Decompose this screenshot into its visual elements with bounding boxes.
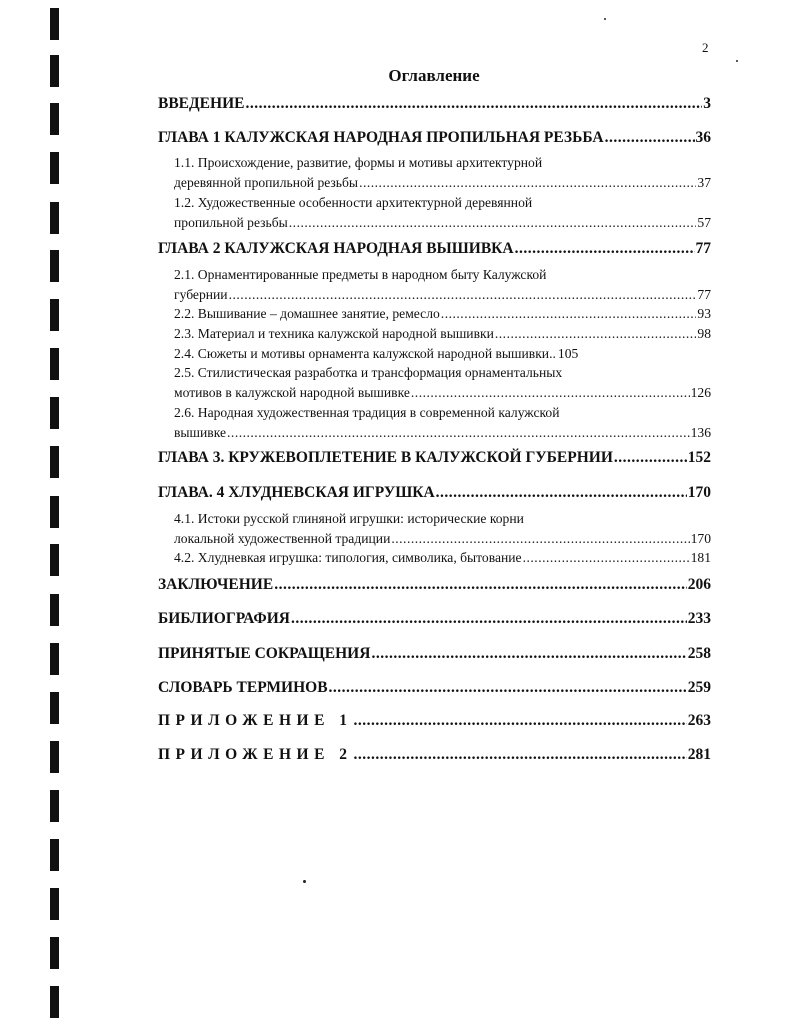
toc-page: 170 <box>690 531 711 546</box>
toc-label: 2.1. Орнаментированные предметы в народном быту Калужской <box>174 267 547 282</box>
toc-page: 259 <box>687 679 711 696</box>
scan-speck <box>736 60 738 62</box>
binding-mark <box>50 692 59 724</box>
toc-label: 2.3. Материал и техника калужской народной вышивки <box>174 326 494 341</box>
toc-entry-chapter-2[interactable] <box>158 240 711 258</box>
toc-page: 152 <box>687 449 711 466</box>
toc-page: 57 <box>697 215 711 230</box>
toc-label: деревянной пропильной резьбы <box>174 175 359 190</box>
toc-entry-glossary[interactable] <box>158 679 711 697</box>
binding-mark <box>50 103 59 135</box>
toc-label: 2.5. Стилистическая разработка и трансформация орнаментальных <box>174 365 563 380</box>
toc-entry-1-2-line2[interactable] <box>174 215 711 231</box>
toc-page: 281 <box>687 746 711 763</box>
toc-label: 2.2. Вышивание – домашнее занятие, ремесло <box>174 306 440 321</box>
binding-mark <box>50 202 59 234</box>
toc-page: 36 <box>695 129 711 146</box>
toc-page: 93 <box>697 306 711 321</box>
toc-entry-1-2-line1[interactable] <box>174 195 711 211</box>
binding-mark <box>50 397 59 429</box>
toc-entry-1-1-line2[interactable] <box>174 175 711 191</box>
toc-entry-intro[interactable] <box>158 95 711 113</box>
toc-entry-2-1-line1[interactable] <box>174 267 711 283</box>
toc-label: 2.4. Сюжеты и мотивы орнамента калужской народной вышивки.. <box>174 346 556 361</box>
toc-entry-abbreviations[interactable] <box>158 645 711 663</box>
toc-label: ГЛАВА. 4 ХЛУДНЕВСКАЯ ИГРУШКА <box>158 484 435 501</box>
toc-page: 181 <box>690 550 711 565</box>
binding-mark <box>50 986 59 1018</box>
binding-mark <box>50 937 59 969</box>
toc-label: БИБЛИОГРАФИЯ <box>158 610 290 627</box>
toc-label: вышивке <box>174 425 227 440</box>
toc-label: ЗАКЛЮЧЕНИЕ <box>158 576 274 593</box>
toc-page: 170 <box>687 484 711 501</box>
toc-page: 98 <box>697 326 711 341</box>
toc-entry-2-3[interactable] <box>174 326 711 342</box>
binding-mark <box>50 839 59 871</box>
toc-label: ГЛАВА 1 КАЛУЖСКАЯ НАРОДНАЯ ПРОПИЛЬНАЯ РЕЗЬБА <box>158 129 604 146</box>
toc-entry-4-1-line1[interactable] <box>174 511 711 527</box>
toc-label: пропильной резьбы <box>174 215 288 230</box>
toc-page: 3 <box>703 95 711 112</box>
toc-label: локальной художественной традиции <box>174 531 391 546</box>
binding-mark <box>50 643 59 675</box>
toc-entry-chapter-3[interactable] <box>158 449 711 467</box>
page-number: 2 <box>702 40 709 55</box>
toc-label: 1.2. Художественные особенности архитектурной деревянной <box>174 195 533 210</box>
page-title: Оглавление <box>388 66 480 85</box>
toc-entry-2-6-line2[interactable] <box>174 425 711 441</box>
scan-speck <box>303 880 306 883</box>
toc-label: ГЛАВА 3. КРУЖЕВОПЛЕТЕНИЕ В КАЛУЖСКОЙ ГУБЕРНИИ <box>158 449 613 466</box>
toc-label: ПРИЛОЖЕНИЕ 1 <box>158 712 353 729</box>
toc-label: ВВЕДЕНИЕ <box>158 95 245 112</box>
toc-page: 258 <box>687 645 711 662</box>
toc-entry-chapter-1[interactable] <box>158 129 711 147</box>
toc-page: 105 <box>557 346 579 361</box>
toc-page: 206 <box>687 576 711 593</box>
toc-entry-2-6-line1[interactable] <box>174 405 711 421</box>
binding-mark <box>50 348 59 380</box>
binding-mark <box>50 594 59 626</box>
toc-page: 37 <box>697 175 711 190</box>
toc-entry-2-2[interactable] <box>174 306 711 322</box>
toc-page: 126 <box>690 385 711 400</box>
toc-entry-2-5-line1[interactable] <box>174 365 711 381</box>
toc-entry-2-5-line2[interactable] <box>174 385 711 401</box>
toc-label: 4.2. Хлудневкая игрушка: типология, символика, бытование <box>174 550 522 565</box>
binding-mark <box>50 544 59 576</box>
toc-label: ПРИЛОЖЕНИЕ 2 <box>158 746 353 763</box>
toc-page: 77 <box>695 240 711 257</box>
toc-entry-bibliography[interactable] <box>158 610 711 628</box>
binding-mark <box>50 250 59 282</box>
binding-mark <box>50 152 59 184</box>
toc-label: 4.1. Истоки русской глиняной игрушки: исторические корни <box>174 511 524 526</box>
toc-entry-4-2[interactable] <box>174 550 711 566</box>
toc-entry-2-1-line2[interactable] <box>174 287 711 303</box>
scan-speck <box>604 18 606 20</box>
toc-entry-2-4[interactable] <box>174 346 711 362</box>
toc-page: 233 <box>687 610 711 627</box>
toc-entry-1-1-line1[interactable] <box>174 155 711 171</box>
toc-entry-appendix-2[interactable] <box>158 746 711 764</box>
toc-label: губернии <box>174 287 228 302</box>
toc-label: мотивов в калужской народной вышивке <box>174 385 410 400</box>
toc-label: ПРИНЯТЫЕ СОКРАЩЕНИЯ <box>158 645 371 662</box>
binding-mark <box>50 741 59 773</box>
toc-page: 263 <box>687 712 711 729</box>
binding-mark <box>50 496 59 528</box>
toc-page: 136 <box>690 425 711 440</box>
binding-mark <box>50 8 59 40</box>
binding-mark <box>50 790 59 822</box>
toc-entry-4-1-line2[interactable] <box>174 531 711 547</box>
binding-mark <box>50 446 59 478</box>
toc-label: 2.6. Народная художественная традиция в современной калужской <box>174 405 560 420</box>
toc-label: 1.1. Происхождение, развитие, формы и мотивы архитектурной <box>174 155 543 170</box>
toc-entry-chapter-4[interactable] <box>158 484 711 502</box>
toc-entry-appendix-1[interactable] <box>158 712 711 730</box>
toc-page: 77 <box>697 287 711 302</box>
binding-mark <box>50 299 59 331</box>
toc-label: СЛОВАРЬ ТЕРМИНОВ <box>158 679 328 696</box>
toc-label: ГЛАВА 2 КАЛУЖСКАЯ НАРОДНАЯ ВЫШИВКА <box>158 240 514 257</box>
binding-mark <box>50 888 59 920</box>
toc-entry-conclusion[interactable] <box>158 576 711 594</box>
